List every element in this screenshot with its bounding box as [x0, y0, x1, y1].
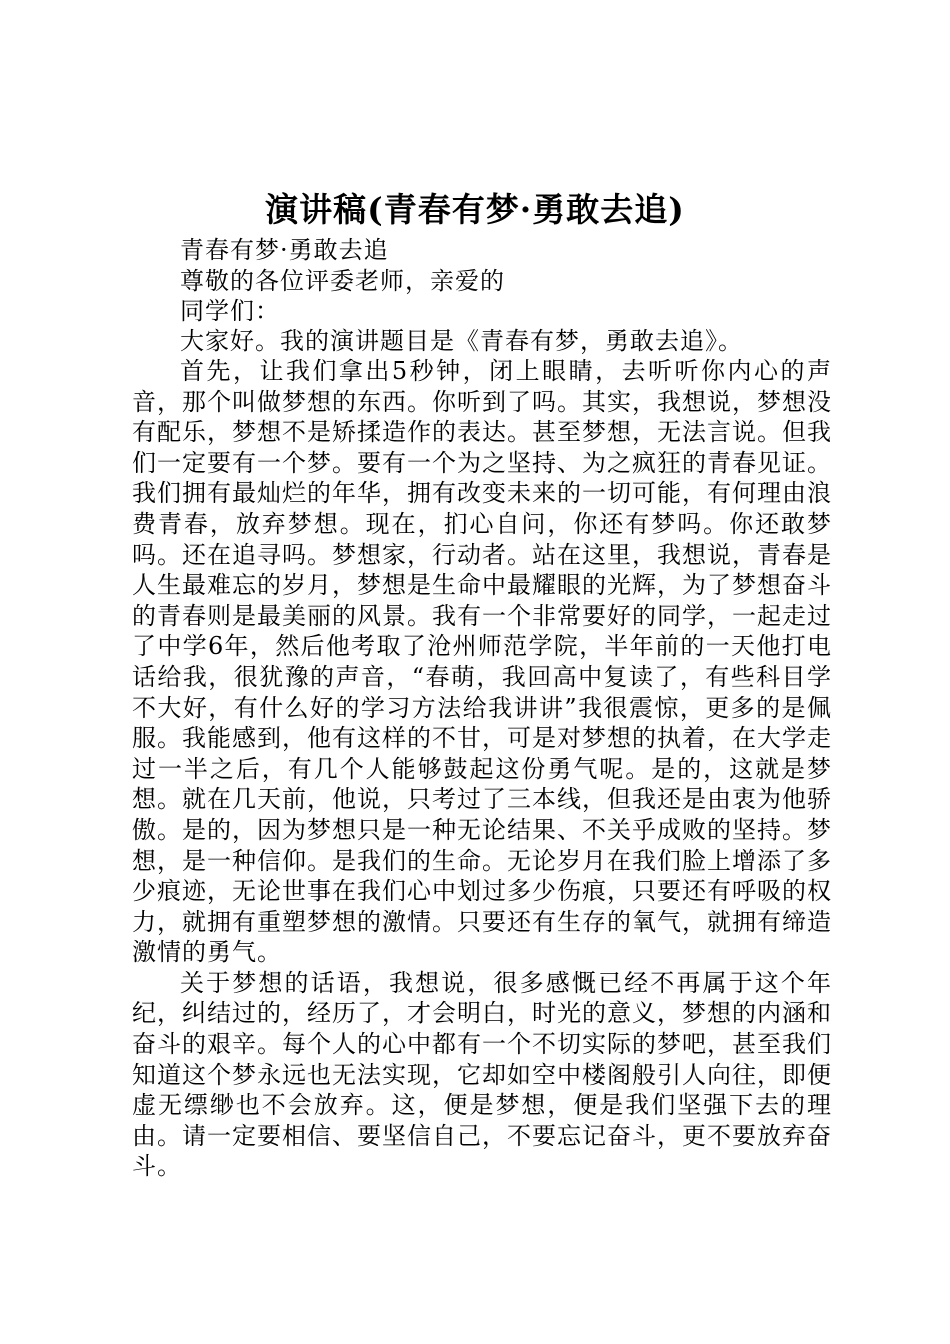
speech-body: [132, 356, 832, 1182]
salutation-line-2: 同学们：: [180, 297, 280, 325]
document-subtitle: 青春有梦·勇敢去追: [180, 236, 389, 264]
salutation-line-1: 尊敬的各位评委老师，亲爱的: [180, 267, 505, 295]
paragraph-1: 首先，让我们拿出5秒钟，闭上眼睛，去听听你内心的声音，那个叫做梦想的东西。你听到了吗。其实，我想说，梦想没有配乐，梦想不是矫揉造作的表达。甚至梦想，无法言说。但我们一定要有一个梦。要有一个为之坚持、为之疯狂的青春见证。我们拥有最灿烂的年华，拥有改变未来的一切可能，有何理由浪费青春，放弃梦想。现在，扪心自问，你还有梦吗。你还敢梦吗。还在追寻吗。梦想家，行动者。站在这里，我想说，青春是人生最难忘的岁月，梦想是生命中最耀眼的光辉，为了梦想奋斗的青春则是最美丽的风景。我有一个非常要好的同学，一起走过了中学6年，然后他考取了沧州师范学院，半年前的一天他打电话给我，很犹豫的声音，“春萌，我回高中复读了，有些科目学不大好，有什么好的学习方法给我讲讲”我很震惊，更多的是佩服。我能感到，他有这样的不甘，可是对梦想的执着，在大学走过一半之后，有几个人能够鼓起这份勇气呢。是的，这就是梦想。就在几天前，他说，只考过了三本线，但我还是由衷为他骄傲。是的，因为梦想只是一种无论结果、不关乎成败的坚持。梦想，是一种信仰。是我们的生命。无论岁月在我们脸上增添了多少痕迹，无论世事在我们心中划过多少伤痕，只要还有呼吸的权力，就拥有重塑梦想的激情。只要还有生存的氧气，就拥有缔造激情的勇气。: [132, 357, 832, 967]
document-title: 演讲稿(青春有梦·勇敢去追): [265, 190, 685, 229]
greeting-line: 大家好。我的演讲题目是《青春有梦，勇敢去追》。: [180, 327, 743, 355]
paragraph-2: 关于梦想的话语，我想说，很多感慨已经不再属于这个年纪，纠结过的，经历了，才会明白，时光的意义，梦想的内涵和奋斗的艰辛。每个人的心中都有一个不切实际的梦吧，甚至我们知道这个梦永远也无法实现，它却如空中楼阁般引人向往，即便虚无缥缈也不会放弃。这，便是梦想，便是我们坚强下去的理由。请一定要相信、要坚信自己，不要忘记奋斗，更不要放弃奋斗。: [132, 968, 832, 1181]
